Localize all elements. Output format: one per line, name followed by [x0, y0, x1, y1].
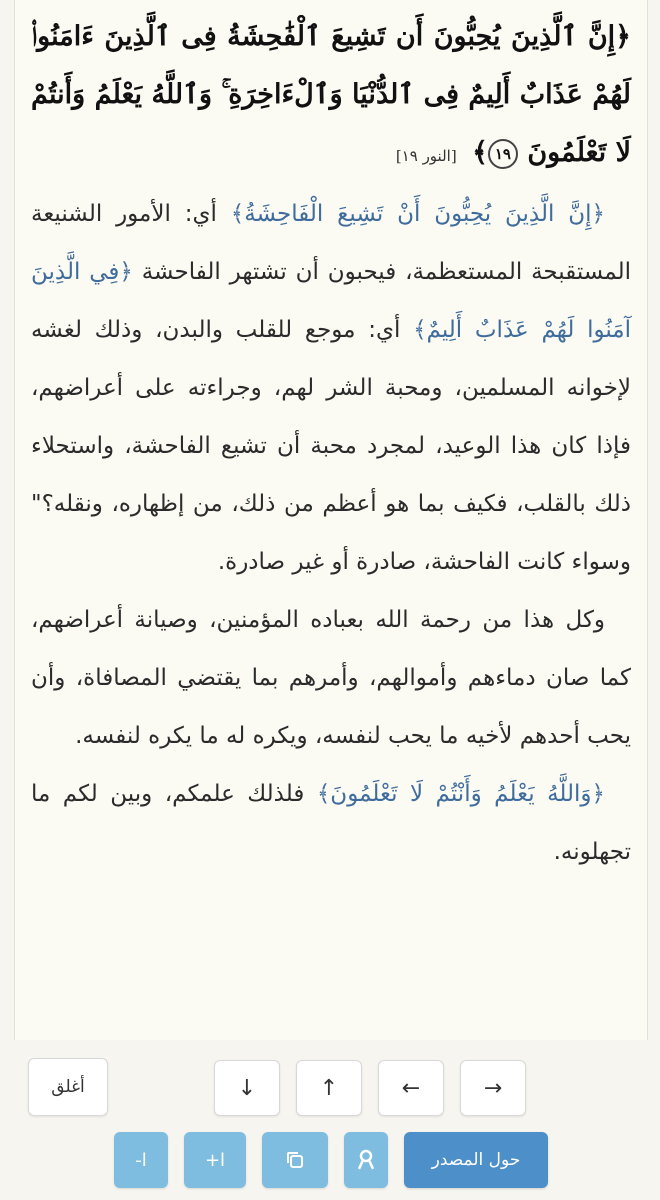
copy-button[interactable] [262, 1132, 328, 1188]
quote-3: ﴿وَاللَّهُ يَعْلَمُ وَأَنْتُمْ لَا تَعْلَمُونَ﴾ [316, 781, 605, 807]
paragraph-3-text: فلذلك علمكم، وبين لكم ما تجهلونه. [31, 781, 631, 865]
paragraph-1-text-a: أي: الأمور الشنيعة المستقبحة المستعظمة، فيحبون أن تشتهر الفاحشة [31, 201, 631, 285]
about-source-button[interactable] [404, 1132, 548, 1188]
verse-number-marker: ١٩ [488, 139, 518, 169]
quote-2: ﴿فِي الَّذِينَ آمَنُوا لَهُمْ عَذَابٌ أَلِيمٌ﴾ [31, 259, 631, 343]
font-decrease-label: -ا [135, 1149, 147, 1171]
next-button[interactable] [460, 1060, 526, 1116]
font-decrease-button[interactable] [114, 1132, 168, 1188]
font-increase-label: +ا [204, 1149, 226, 1171]
paragraph-1-text-b: أي: موجع للقلب والبدن، وذلك لغشه لإخوانه المسلمين، ومحبة الشر لهم، وجراءته على أعراضهم، فإذا كان هذا الوعيد، لمجرد محبة أن تشيع الفاحشة، واستحلاء ذلك بالقلب، فكيف بما هو أعظم من ذلك، من إظهاره، ونقله؟" وسواء كانت الفاحشة، صادرة أو غير صادرة. [31, 317, 631, 575]
tafsir-paragraph-1 [31, 185, 631, 591]
scroll-down-button[interactable] [214, 1060, 280, 1116]
arrow-down-icon: ↓ [237, 1075, 257, 1101]
bottom-toolbar [0, 1040, 660, 1200]
verse-end-bracket: ﴾ [472, 137, 488, 168]
arrow-left-icon: ← [401, 1075, 421, 1101]
close-label: أغلق [51, 1077, 85, 1097]
tafsir-reader [14, 0, 648, 1040]
close-button[interactable] [28, 1058, 108, 1116]
tafsir-paragraph-2: وكل هذا من رحمة الله بعباده المؤمنين، وصيانة أعراضهم، كما صان دماءهم وأموالهم، وأمرهم بما يقتضي المصافاة، وأن يحب أحدهم لأخيه ما يحب لنفسه، ويكره له ما يكره لنفسه. [31, 607, 631, 749]
previous-button[interactable] [378, 1060, 444, 1116]
tafsir-paragraph-3 [31, 765, 631, 881]
scroll-up-button[interactable] [296, 1060, 362, 1116]
about-source-label: حول المصدر [431, 1150, 521, 1170]
quran-verse [31, 8, 631, 185]
verse-reference: [النور ١٩] [395, 147, 457, 165]
arrow-up-icon: ↑ [319, 1075, 339, 1101]
arrow-right-icon: → [483, 1075, 503, 1101]
ribbon-icon [356, 1148, 376, 1172]
copy-icon [284, 1149, 306, 1171]
verse-text: ﴿إِنَّ ٱلَّذِينَ يُحِبُّونَ أَن تَشِيعَ ٱلْفَٰحِشَةُ فِى ٱلَّذِينَ ءَامَنُوا۟ لَهُمْ عَذَابٌ أَلِيمٌ فِى ٱلدُّنْيَا وَٱلْءَاخِرَةِ ۚ وَٱللَّهُ يَعْلَمُ وَأَنتُمْ لَا تَعْلَمُونَ [31, 21, 631, 168]
quote-1: ﴿إِنَّ الَّذِينَ يُحِبُّونَ أَنْ تَشِيعَ الْفَاحِشَةُ﴾ [230, 201, 605, 227]
bookmark-button[interactable] [344, 1132, 388, 1188]
font-increase-button[interactable] [184, 1132, 246, 1188]
tafsir-text-area [15, 0, 647, 881]
